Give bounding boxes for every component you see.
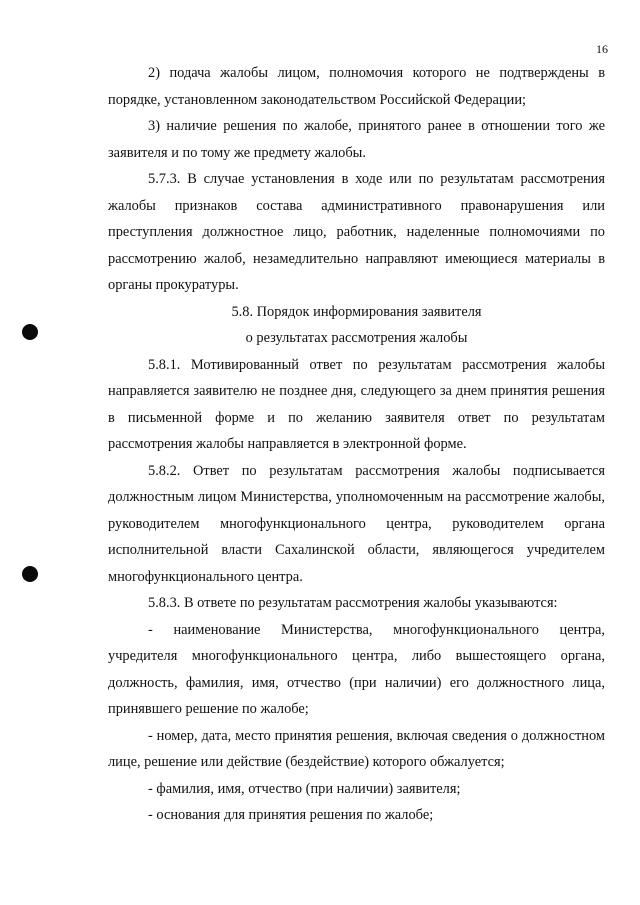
list-item-applicant-name: - фамилия, имя, отчество (при наличии) заявителя; [148, 780, 461, 797]
punch-hole-mark [22, 566, 38, 582]
list-item-number-date: - номер, дата, место принятия решения, включая сведения о должностном лице, решение или действие (бездействие) которого обжалуется; [108, 727, 605, 770]
section-heading-line-1: 5.8. Порядок информирования заявителя [231, 303, 482, 320]
paragraph-5-8-1: 5.8.1. Мотивированный ответ по результатам рассмотрения жалобы направляется заявителю не позднее дня, следующего за днем принятия решения в письменной форме и по желанию заявителя ответ по результатам рассмотрения жалобы направляется в электронной форме. [108, 356, 605, 452]
paragraph-5-8-2: 5.8.2. Ответ по результатам рассмотрения жалобы подписывается должностным лицом Министерства, уполномоченным на рассмотрение жалобы, руководителем многофункционального центра, руководителем органа исполнительной власти Сахалинской области, являющегося учредителем многофункционального центра. [108, 462, 605, 585]
paragraph-item-2: 2) подача жалобы лицом, полномочия которого не подтверждены в порядке, установленном законодательством Российской Федерации; [108, 65, 605, 108]
paragraph-item-3: 3) наличие решения по жалобе, принятого ранее в отношении того же заявителя и по тому же предмету жалобы. [108, 118, 605, 161]
list-item-grounds: - основания для принятия решения по жалобе; [148, 807, 434, 823]
document-body [108, 60, 605, 829]
list-item-name: - наименование Министерства, многофункционального центра, учредителя многофункционального центра, либо вышестоящего органа, должность, фамилия, имя, отчество (при наличии) его должностного лица, принявшего решение по жалобе; [108, 621, 605, 717]
punch-hole-mark [22, 324, 38, 340]
section-heading-line-2: о результатах рассмотрения жалобы [245, 330, 468, 346]
paragraph-5-7-3: 5.7.3. В случае установления в ходе или по результатам рассмотрения жалобы признаков состава административного правонарушения или преступления должностное лицо, работник, наделенные полномочиями по рассмотрению жалоб, незамедлительно направляют имеющиеся материалы в органы прокуратуры. [108, 171, 605, 293]
paragraph-5-8-3: 5.8.3. В ответе по результатам рассмотрения жалобы указываются: [148, 595, 558, 611]
page-number: 16 [596, 42, 608, 56]
